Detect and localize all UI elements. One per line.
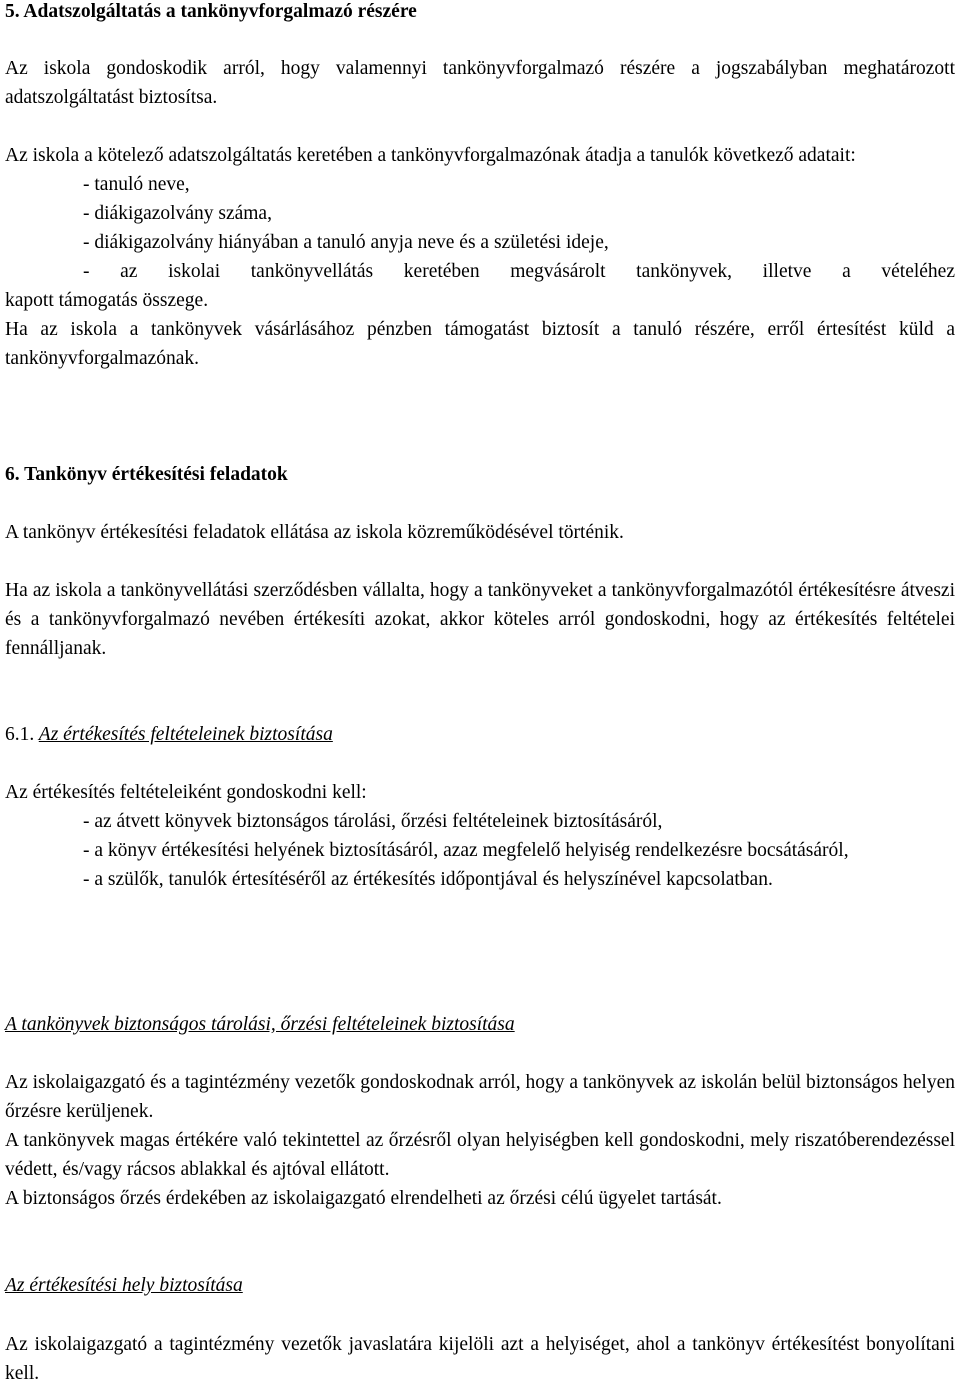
storage-section xyxy=(5,1010,955,1039)
list-item: - tanuló neve, xyxy=(83,174,190,195)
place-body xyxy=(5,1330,955,1388)
section-5 xyxy=(5,0,955,26)
list-item: - a szülők, tanulók értesítéséről az értékesítés időpontjával és helyszínével kapcsolatban. xyxy=(83,869,773,890)
list-item-continuation: kapott támogatás összege. xyxy=(5,290,209,311)
place-title xyxy=(5,1271,955,1300)
storage-paragraph-3: A biztonságos őrzés érdekében az iskolaigazgató elrendelheti az őrzési célú ügyelet tartását. xyxy=(5,1188,722,1209)
list-item: - az iskolai tankönyvellátás keretében megvásárolt tankönyvek, illetve a vételéhez xyxy=(83,261,955,282)
section-6 xyxy=(5,460,955,489)
list-item: - az átvett könyvek biztonságos tárolási, őrzési feltételeinek biztosításáról, xyxy=(83,811,663,832)
place-title-text: Az értékesítési hely biztosítása xyxy=(5,1275,243,1296)
place-paragraph-1: Az iskolaigazgató a tagintézmény vezetők javaslatára kijelöli azt a helyiséget, ahol a tankönyv értékesítést bonyolítani kell. xyxy=(5,1334,955,1384)
storage-title xyxy=(5,1010,955,1039)
list-item: - diákigazolvány hiányában a tanuló anyja neve és a születési ideje, xyxy=(83,232,609,253)
section-6-1 xyxy=(5,720,955,749)
storage-paragraph-1: Az iskolaigazgató és a tagintézmény vezetők gondoskodnak arról, hogy a tankönyvek az iskolán belül biztonságos helyen őrzésre kerüljenek. xyxy=(5,1072,955,1122)
section-6-1-intro: Az értékesítés feltételeiként gondoskodni kell: xyxy=(5,782,367,803)
section-5-heading: 5. Adatszolgáltatás a tankönyvforgalmazó részére xyxy=(5,1,417,22)
section-6-1-number: 6.1. xyxy=(5,724,35,745)
section-6-paragraph-1: A tankönyv értékesítési feladatok ellátása az iskola közreműködésével történik. xyxy=(5,522,624,543)
section-6-1-heading xyxy=(5,720,955,749)
section-6-paragraph-2: Ha az iskola a tankönyvellátási szerződésben vállalta, hogy a tankönyveket a tankönyvforgalmazótól értékesítésre átveszi és a tankönyvforgalmazó nevében értékesíti azokat, akkor köteles arról gondoskodni, hogy az értékesítés feltételei fennálljanak. xyxy=(5,580,955,659)
section-5-body xyxy=(5,54,955,112)
list-item: - a könyv értékesítési helyének biztosításáról, azaz megfelelő helyiség rendelkezésre bocsátásáról, xyxy=(83,840,849,861)
section-6-body-1 xyxy=(5,518,955,547)
list-item: - diákigazolvány száma, xyxy=(83,203,272,224)
storage-paragraph-2: A tankönyvek magas értékére való tekintettel az őrzésről olyan helyiségben kell gondoskodni, mely riszatóberendezéssel védett, és/vagy rácsos ablakkal és ajtóval ellátott. xyxy=(5,1130,955,1180)
section-5-paragraph-2: Az iskola a kötelező adatszolgáltatás keretében a tankönyvforgalmazónak átadja a tanulók következő adatait: xyxy=(5,145,856,166)
storage-title-text: A tankönyvek biztonságos tárolási, őrzési feltételeinek biztosítása xyxy=(5,1014,515,1035)
place-section xyxy=(5,1271,955,1300)
section-5-data-list-block xyxy=(5,141,955,373)
section-5-paragraph-1: Az iskola gondoskodik arról, hogy valamennyi tankönyvforgalmazó részére a jogszabályban meghatározott adatszolgáltatást biztosítsa. xyxy=(5,58,955,108)
section-6-1-body xyxy=(5,778,955,894)
section-6-heading: 6. Tankönyv értékesítési feladatok xyxy=(5,464,288,485)
section-6-body-2 xyxy=(5,576,955,663)
section-6-1-title: Az értékesítés feltételeinek biztosítása xyxy=(38,724,333,745)
section-5-paragraph-3: Ha az iskola a tankönyvek vásárlásához pénzben támogatást biztosít a tanuló részére, erről értesítést küld a tankönyvforgalmazónak. xyxy=(5,319,955,369)
storage-body xyxy=(5,1068,955,1213)
